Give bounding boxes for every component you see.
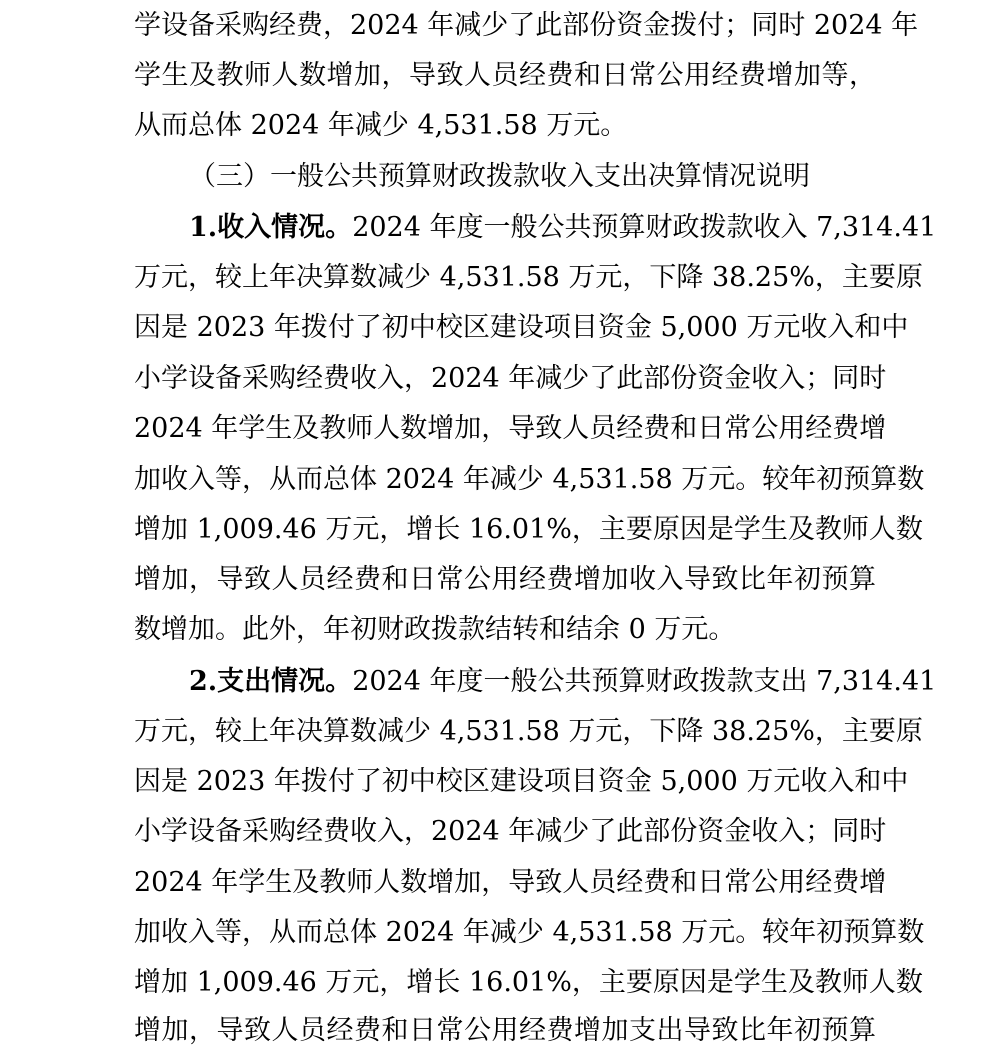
expense-first-line xyxy=(189,657,937,707)
intro-line-1: 学设备采购经费，2024 年减少了此部份资金拨付；同时 2024 年 xyxy=(134,10,919,41)
expense-line: 加收入等，从而总体 2024 年减少 4,531.58 万元。较年初预算数 xyxy=(134,917,925,948)
expense-line: 增加 1,009.46 万元，增长 16.01%，主要原因是学生及教师人数 xyxy=(134,967,923,998)
income-line: 因是 2023 年拨付了初中校区建设项目资金 5,000 万元收入和中 xyxy=(134,312,909,343)
intro-line-2: 学生及教师人数增加，导致人员经费和日常公用经费增加等， xyxy=(134,60,876,91)
expense-label: 2.支出情况。 xyxy=(189,666,353,697)
income-line: 小学设备采购经费收入，2024 年减少了此部份资金收入；同时 xyxy=(134,363,887,394)
expense-line: 因是 2023 年拨付了初中校区建设项目资金 5,000 万元收入和中 xyxy=(134,766,909,797)
income-line: 增加 1,009.46 万元，增长 16.01%，主要原因是学生及教师人数 xyxy=(134,514,923,545)
section-heading: （三）一般公共预算财政拨款收入支出决算情况说明 xyxy=(189,161,810,192)
expense-line: 2024 年学生及教师人数增加，导致人员经费和日常公用经费增 xyxy=(134,867,887,898)
intro-line-3: 从而总体 2024 年减少 4,531.58 万元。 xyxy=(134,110,628,141)
income-line: 数增加。此外，年初财政拨款结转和结余 0 万元。 xyxy=(134,614,736,645)
expense-line: 小学设备采购经费收入，2024 年减少了此部份资金收入；同时 xyxy=(134,816,887,847)
expense-line: 万元，较上年决算数减少 4,531.58 万元，下降 38.25%，主要原 xyxy=(134,716,923,747)
income-first-line xyxy=(189,203,937,253)
expense-line: 增加，导致人员经费和日常公用经费增加支出导致比年初预算 xyxy=(134,1015,876,1046)
income-line: 2024 年学生及教师人数增加，导致人员经费和日常公用经费增 xyxy=(134,413,887,444)
income-line: 加收入等，从而总体 2024 年减少 4,531.58 万元。较年初预算数 xyxy=(134,464,925,495)
expense-first-line-text: 2024 年度一般公共预算财政拨款支出 7,314.41 xyxy=(352,666,937,697)
income-first-line-text: 2024 年度一般公共预算财政拨款收入 7,314.41 xyxy=(352,212,937,243)
income-line: 万元，较上年决算数减少 4,531.58 万元，下降 38.25%，主要原 xyxy=(134,262,923,293)
income-line: 增加，导致人员经费和日常公用经费增加收入导致比年初预算 xyxy=(134,564,876,595)
income-label: 1.收入情况。 xyxy=(189,212,353,243)
